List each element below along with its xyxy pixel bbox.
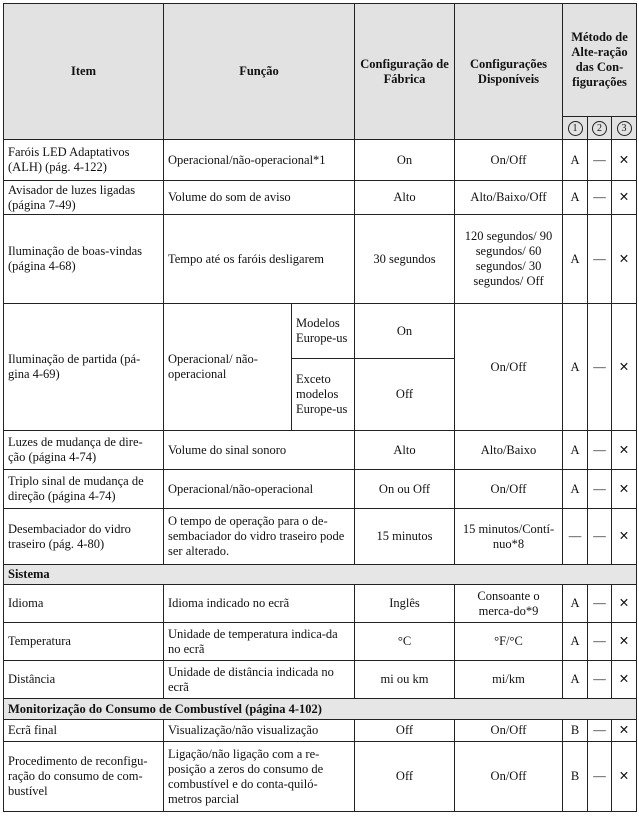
row-funcao: Unidade de distância indicada no ecrã — [164, 661, 355, 699]
table-row — [4, 470, 637, 509]
table-row — [4, 720, 637, 742]
circled-number-1: 1 — [568, 121, 583, 136]
row-method-2: — — [588, 720, 612, 742]
table-row — [4, 304, 637, 359]
row-method-1: B — [563, 742, 588, 812]
row-method-1: A — [563, 140, 588, 181]
row-method-1: A — [563, 470, 588, 509]
row-method-1: A — [563, 215, 588, 304]
row-fabrica: Alto — [355, 431, 455, 470]
row-method-2: — — [588, 509, 612, 565]
row-disponiveis: °F/°C — [455, 623, 563, 661]
row-fabrica: 15 minutos — [355, 509, 455, 565]
row-method-3: ✕ — [612, 720, 637, 742]
header-fabrica: Configuração de Fábrica — [355, 4, 455, 140]
row-method-3: ✕ — [612, 304, 637, 431]
row-method-1: A — [563, 623, 588, 661]
row-method-3: ✕ — [612, 585, 637, 623]
row-method-2: — — [588, 470, 612, 509]
section-title-sistema: Sistema — [4, 565, 637, 585]
row-item: Iluminação de boas-vindas (página 4-68) — [4, 215, 164, 304]
header-disponiveis: Configurações Disponíveis — [455, 4, 563, 140]
row-fabrica: °C — [355, 623, 455, 661]
row-method-2: — — [588, 623, 612, 661]
row-method-2: — — [588, 181, 612, 215]
row-item: Triplo sinal de mudança de direção (página 4-74) — [4, 470, 164, 509]
row-disponiveis: Consoante o merca-do*9 — [455, 585, 563, 623]
row-method-3: ✕ — [612, 509, 637, 565]
row-fabrica: Alto — [355, 181, 455, 215]
row-method-1: — — [563, 509, 588, 565]
settings-table — [3, 3, 637, 812]
table-row — [4, 431, 637, 470]
row-fabrica: Off — [355, 742, 455, 812]
row-disponiveis: On/Off — [455, 720, 563, 742]
row-method-2: — — [588, 304, 612, 431]
table-row — [4, 215, 637, 304]
row-disponiveis: 15 minutos/Contí-nuo*8 — [455, 509, 563, 565]
row-method-2: — — [588, 215, 612, 304]
header-metodo: Método de Alte-ração das Con-figurações — [563, 4, 637, 117]
row-method-1: A — [563, 304, 588, 431]
row-item: Desembaciador do vidro traseiro (pág. 4-80) — [4, 509, 164, 565]
section-row — [4, 699, 637, 720]
table-row — [4, 585, 637, 623]
row-funcao: Idioma indicado no ecrã — [164, 585, 355, 623]
table-row — [4, 623, 637, 661]
row-fabrica: Off — [355, 359, 455, 431]
row-method-3: ✕ — [612, 470, 637, 509]
row-disponiveis: 120 segundos/ 90 segundos/ 60 segundos/ 30 segundos/ Off — [455, 215, 563, 304]
section-title-monitorizacao: Monitorização do Consumo de Combustível (página 4-102) — [4, 699, 637, 720]
row-item: Temperatura — [4, 623, 164, 661]
row-funcao: Visualização/não visualização — [164, 720, 355, 742]
row-fabrica: Off — [355, 720, 455, 742]
circled-number-2: 2 — [592, 121, 607, 136]
row-fabrica: On — [355, 304, 455, 359]
row-method-1: A — [563, 585, 588, 623]
row-item: Distância — [4, 661, 164, 699]
row-disponiveis: On/Off — [455, 742, 563, 812]
row-funcao: O tempo de operação para o de-sembaciador do vidro traseiro pode ser alterado. — [164, 509, 355, 565]
row-method-3: ✕ — [612, 215, 637, 304]
table-row — [4, 181, 637, 215]
row-fabrica: On — [355, 140, 455, 181]
row-funcao: Unidade de temperatura indica-da no ecrã — [164, 623, 355, 661]
row-item: Ecrã final — [4, 720, 164, 742]
row-funcao: Ligação/não ligação com a re-posição a zeros do consumo de combustível e do conta-quiló-metros parcial — [164, 742, 355, 812]
table-row — [4, 140, 637, 181]
row-fabrica: Inglês — [355, 585, 455, 623]
row-item: Avisador de luzes ligadas (página 7-49) — [4, 181, 164, 215]
row-item: Idioma — [4, 585, 164, 623]
row-fabrica: mi ou km — [355, 661, 455, 699]
row-funcao: Operacional/ não-operacional — [164, 304, 292, 431]
table-row — [4, 661, 637, 699]
row-item: Faróis LED Adaptativos (ALH) (pág. 4-122) — [4, 140, 164, 181]
row-method-1: A — [563, 181, 588, 215]
section-row — [4, 565, 637, 585]
table-row — [4, 509, 637, 565]
row-fabrica: On ou Off — [355, 470, 455, 509]
row-subcategory: Exceto modelos Europe-us — [292, 359, 355, 431]
header-item: Item — [4, 4, 164, 140]
row-method-2: — — [588, 661, 612, 699]
row-method-2: — — [588, 585, 612, 623]
row-method-3: ✕ — [612, 181, 637, 215]
header-method-3 — [612, 117, 637, 140]
table-row — [4, 742, 637, 812]
row-item: Iluminação de partida (pá-gina 4-69) — [4, 304, 164, 431]
row-method-2: — — [588, 140, 612, 181]
row-method-3: ✕ — [612, 661, 637, 699]
circled-number-3: 3 — [617, 121, 632, 136]
row-funcao: Tempo até os faróis desligarem — [164, 215, 355, 304]
row-disponiveis: Alto/Baixo — [455, 431, 563, 470]
row-item: Luzes de mudança de dire-ção (página 4-74) — [4, 431, 164, 470]
header-funcao: Função — [164, 4, 355, 140]
row-disponiveis: On/Off — [455, 304, 563, 431]
row-disponiveis: On/Off — [455, 140, 563, 181]
row-method-3: ✕ — [612, 742, 637, 812]
row-funcao: Operacional/não-operacional — [164, 470, 355, 509]
header-method-1 — [563, 117, 588, 140]
row-method-3: ✕ — [612, 623, 637, 661]
row-method-1: A — [563, 431, 588, 470]
row-method-1: B — [563, 720, 588, 742]
row-funcao: Volume do sinal sonoro — [164, 431, 355, 470]
row-method-1: A — [563, 661, 588, 699]
row-fabrica: 30 segundos — [355, 215, 455, 304]
row-subcategory: Modelos Europe-us — [292, 304, 355, 359]
row-disponiveis: Alto/Baixo/Off — [455, 181, 563, 215]
row-method-3: ✕ — [612, 140, 637, 181]
row-disponiveis: On/Off — [455, 470, 563, 509]
row-method-3: ✕ — [612, 431, 637, 470]
header-method-2 — [588, 117, 612, 140]
row-disponiveis: mi/km — [455, 661, 563, 699]
row-method-2: — — [588, 431, 612, 470]
row-item: Procedimento de reconfigu-ração do consumo de com-bustível — [4, 742, 164, 812]
row-method-2: — — [588, 742, 612, 812]
row-funcao: Volume do som de aviso — [164, 181, 355, 215]
row-funcao: Operacional/não-operacional*1 — [164, 140, 355, 181]
